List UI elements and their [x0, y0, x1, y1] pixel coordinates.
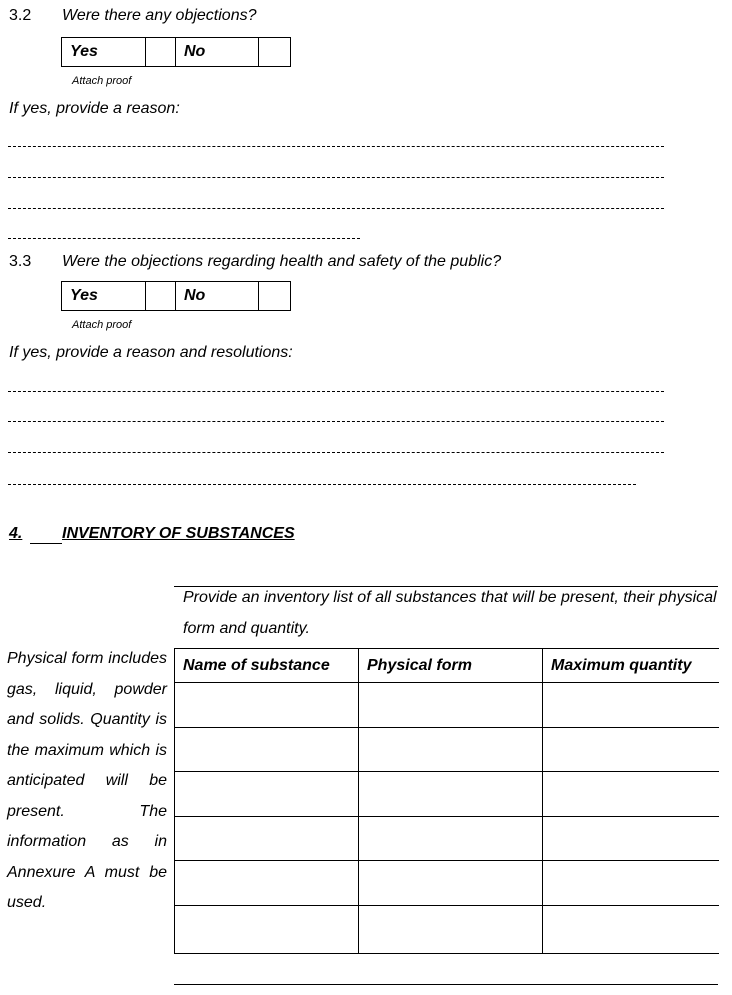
reason-prompt: If yes, provide a reason and resolutions:	[9, 344, 293, 361]
table-row	[175, 905, 719, 953]
table-cell[interactable]	[359, 772, 543, 817]
table-row	[175, 772, 719, 817]
column-header-form: Physical form	[359, 649, 543, 683]
table-cell[interactable]	[359, 816, 543, 861]
yes-label: Yes	[62, 282, 146, 311]
no-checkbox[interactable]	[259, 282, 291, 311]
yes-checkbox[interactable]	[146, 282, 176, 311]
table-cell[interactable]	[543, 816, 719, 861]
table-cell[interactable]	[359, 727, 543, 772]
question-text: Were there any objections?	[62, 7, 257, 24]
yes-no-selector	[61, 281, 291, 311]
inventory-table	[174, 648, 719, 954]
table-cell[interactable]	[359, 861, 543, 906]
table-cell[interactable]	[543, 683, 719, 728]
table-cell[interactable]	[175, 683, 359, 728]
table-cell[interactable]	[359, 683, 543, 728]
answer-line[interactable]	[8, 484, 636, 485]
divider	[174, 984, 718, 985]
column-header-quantity: Maximum quantity	[543, 649, 719, 683]
yes-label: Yes	[62, 38, 146, 67]
answer-line[interactable]	[8, 391, 664, 392]
table-cell[interactable]	[543, 861, 719, 906]
answer-line[interactable]	[8, 177, 664, 178]
section-number: 4.	[9, 525, 23, 542]
inventory-instructions: Provide an inventory list of all substances that will be present, their physical form and quantity.	[183, 589, 717, 637]
table-row	[175, 727, 719, 772]
yes-no-selector	[61, 37, 291, 67]
question-text: Were the objections regarding health and safety of the public?	[62, 253, 502, 270]
yes-checkbox[interactable]	[146, 38, 176, 67]
question-number: 3.3	[9, 253, 32, 270]
table-cell[interactable]	[359, 905, 543, 953]
attach-proof-note: Attach proof	[72, 319, 132, 331]
table-cell[interactable]	[543, 772, 719, 817]
reason-prompt: If yes, provide a reason:	[9, 100, 180, 117]
question-number: 3.2	[9, 7, 32, 24]
heading-underline	[30, 525, 62, 544]
answer-line[interactable]	[8, 421, 664, 422]
no-label: No	[176, 282, 259, 311]
column-header-name: Name of substance	[175, 649, 359, 683]
table-row	[175, 861, 719, 906]
section-title: INVENTORY OF SUBSTANCES	[62, 525, 295, 542]
no-checkbox[interactable]	[259, 38, 291, 67]
attach-proof-note: Attach proof	[72, 75, 132, 87]
table-cell[interactable]	[175, 772, 359, 817]
answer-line[interactable]	[8, 208, 664, 209]
table-cell[interactable]	[543, 905, 719, 953]
table-cell[interactable]	[175, 727, 359, 772]
answer-line[interactable]	[8, 238, 360, 239]
answer-line[interactable]	[8, 452, 664, 453]
table-cell[interactable]	[175, 905, 359, 953]
table-cell[interactable]	[175, 861, 359, 906]
table-row	[175, 816, 719, 861]
answer-line[interactable]	[8, 146, 664, 147]
instructions-note: Physical form includes gas, liquid, powder and solids. Quantity is the maximum which is anticipated will be present. The information as in Annexure A must be used.	[7, 650, 167, 911]
no-label: No	[176, 38, 259, 67]
table-cell[interactable]	[543, 727, 719, 772]
table-row	[175, 683, 719, 728]
table-cell[interactable]	[175, 816, 359, 861]
